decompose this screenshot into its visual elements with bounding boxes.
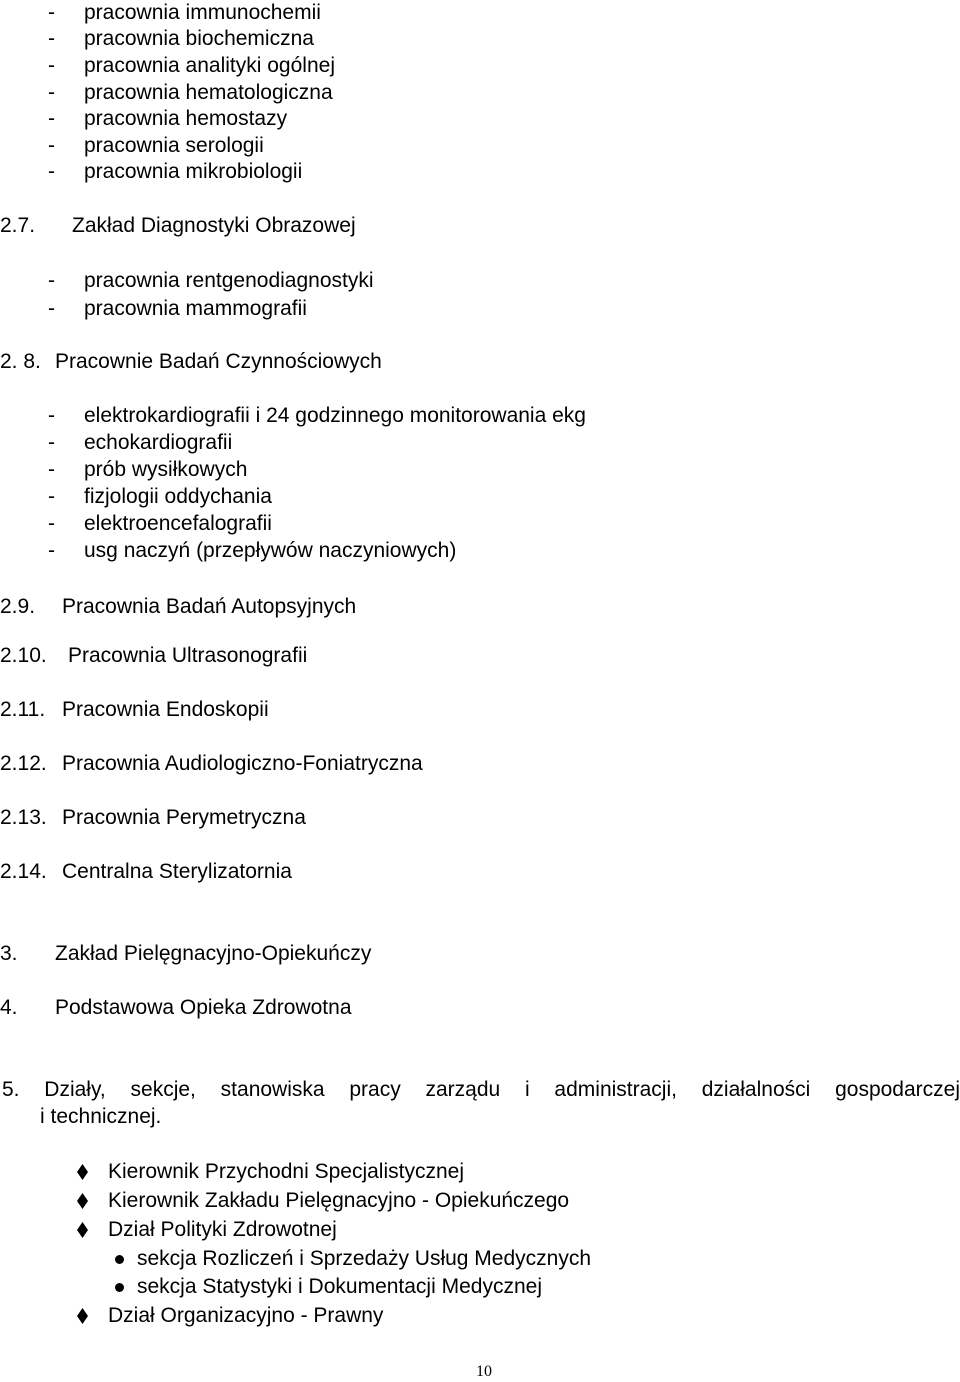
bullet-icon	[115, 1255, 124, 1264]
diamond-bullet-icon	[77, 1193, 88, 1209]
page-number: 10	[476, 1363, 492, 1380]
diamond-bullet-icon	[77, 1164, 88, 1180]
section-heading: 5. Działy, sekcje, stanowiska pracy zarządu i administracji, działalności gospodarczej	[2, 1078, 960, 1101]
diamond-bullet-icon	[77, 1308, 88, 1324]
diamond-bullet-icon	[77, 1222, 88, 1238]
section-heading-continuation: i technicznej.	[40, 1105, 162, 1128]
bullet-icon	[115, 1283, 124, 1292]
